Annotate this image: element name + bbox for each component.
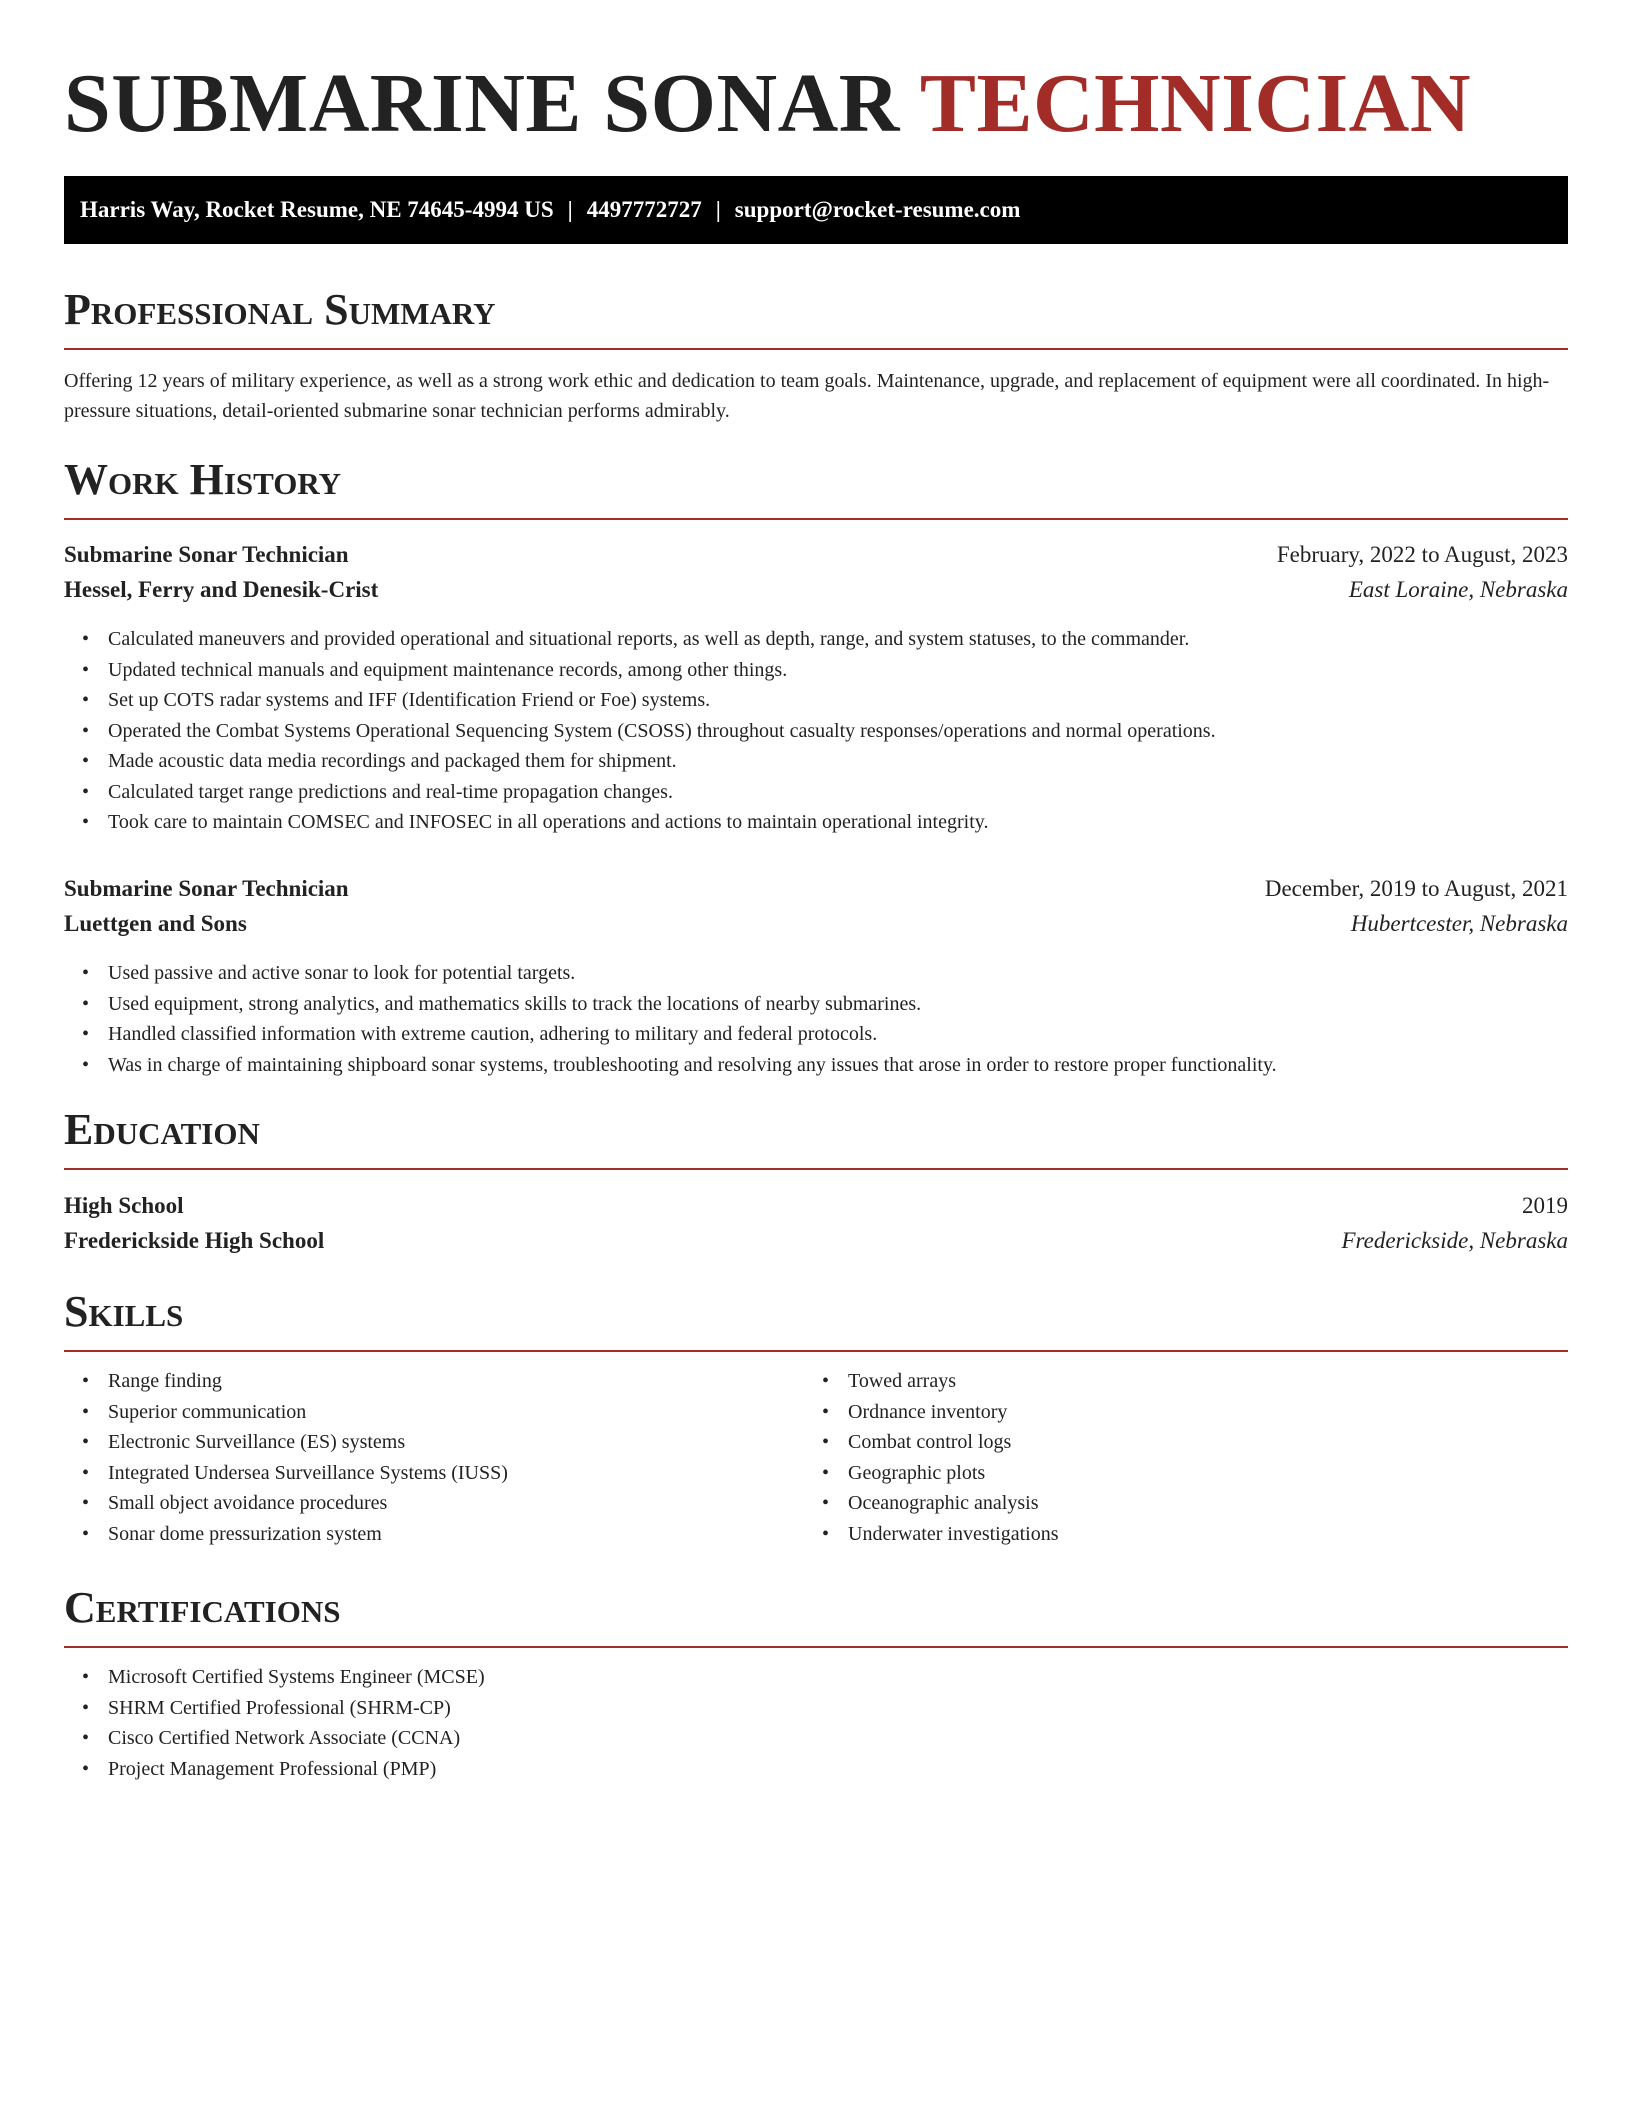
- list-item: • SHRM Certified Professional (SHRM-CP): [64, 1693, 485, 1724]
- list-item: • Used equipment, strong analytics, and mathematics skills to track the locations of nearby submarines.: [64, 989, 1277, 1020]
- job-title: Submarine Sonar Technician: [64, 876, 349, 901]
- list-item: • Ordnance inventory: [804, 1397, 1059, 1428]
- job-header: [64, 538, 1568, 572]
- list-item: • Calculated maneuvers and provided operational and situational reports, as well as depth, range, and system statuses, to the commander.: [64, 624, 1216, 655]
- list-item: • Towed arrays: [804, 1366, 1059, 1397]
- education-year: 2019: [1522, 1193, 1568, 1218]
- job-dates: December, 2019 to August, 2021: [1264, 876, 1568, 901]
- job-location: East Loraine, Nebraska: [1348, 577, 1568, 602]
- resume-title: [64, 56, 1471, 152]
- list-item: • Operated the Combat Systems Operational Sequencing System (CSOSS) throughout casualty responses/operations and normal operations.: [64, 716, 1216, 747]
- section-heading-summary: Professional Summary: [64, 282, 1568, 350]
- list-item: • Made acoustic data media recordings and packaged them for shipment.: [64, 746, 1216, 777]
- list-item: • Combat control logs: [804, 1427, 1059, 1458]
- list-item: • Was in charge of maintaining shipboard sonar systems, troubleshooting and resolving any issues that arose in order to restore proper functionality.: [64, 1050, 1277, 1081]
- education-location: Frederickside, Nebraska: [1341, 1228, 1568, 1253]
- certifications-list: [64, 1662, 485, 1784]
- job-header: [64, 872, 1568, 906]
- section-heading-certifications: Certifications: [64, 1580, 1568, 1648]
- title-part-2: TECHNICIAN: [919, 57, 1472, 150]
- contact-address: Harris Way, Rocket Resume, NE 74645-4994 US: [80, 197, 554, 222]
- list-item: • Oceanographic analysis: [804, 1488, 1059, 1519]
- job-dates: February, 2022 to August, 2023: [1276, 542, 1568, 567]
- list-item: • Calculated target range predictions and real-time propagation changes.: [64, 777, 1216, 808]
- job-title: Submarine Sonar Technician: [64, 542, 349, 567]
- job-duties-list: [64, 958, 1277, 1080]
- job-location: Hubertcester, Nebraska: [1350, 911, 1568, 936]
- section-heading-education: Education: [64, 1102, 1568, 1170]
- job-employer: [64, 573, 1568, 607]
- contact-bar: [64, 176, 1568, 244]
- contact-email: support@rocket-resume.com: [734, 197, 1021, 222]
- education-school: Frederickside High School: [64, 1228, 325, 1253]
- education-header: [64, 1189, 1568, 1223]
- contact-separator: |: [567, 197, 573, 222]
- job-duties-list: [64, 624, 1216, 838]
- list-item: • Range finding: [64, 1366, 508, 1397]
- contact-phone: 4497772727: [586, 197, 702, 222]
- education-degree: High School: [64, 1193, 184, 1218]
- list-item: • Cisco Certified Network Associate (CCNA): [64, 1723, 485, 1754]
- section-heading-skills: Skills: [64, 1284, 1568, 1352]
- list-item: • Superior communication: [64, 1397, 508, 1428]
- contact-separator: |: [715, 197, 721, 222]
- summary-text: Offering 12 years of military experience, as well as a strong work ethic and dedication to team goals. Maintenance, upgrade, and replacement of equipment were all coordinated. In high-pressure situations, detail-oriented submarine sonar technician performs admirably.: [64, 370, 1550, 422]
- job-company: Luettgen and Sons: [64, 911, 247, 936]
- skills-list-left: [64, 1366, 508, 1549]
- list-item: • Project Management Professional (PMP): [64, 1754, 485, 1785]
- list-item: • Microsoft Certified Systems Engineer (MCSE): [64, 1662, 485, 1693]
- title-part-1: SUBMARINE SONAR: [64, 57, 900, 150]
- section-heading-work-history: Work History: [64, 452, 1568, 520]
- job-company: Hessel, Ferry and Denesik-Crist: [64, 577, 379, 602]
- list-item: • Underwater investigations: [804, 1519, 1059, 1550]
- job-employer: [64, 907, 1568, 941]
- list-item: • Used passive and active sonar to look for potential targets.: [64, 958, 1277, 989]
- list-item: • Sonar dome pressurization system: [64, 1519, 508, 1550]
- list-item: • Electronic Surveillance (ES) systems: [64, 1427, 508, 1458]
- list-item: • Set up COTS radar systems and IFF (Identification Friend or Foe) systems.: [64, 685, 1216, 716]
- list-item: • Updated technical manuals and equipment maintenance records, among other things.: [64, 655, 1216, 686]
- list-item: • Integrated Undersea Surveillance Systems (IUSS): [64, 1458, 508, 1489]
- list-item: • Small object avoidance procedures: [64, 1488, 508, 1519]
- list-item: • Took care to maintain COMSEC and INFOSEC in all operations and actions to maintain operational integrity.: [64, 807, 1216, 838]
- list-item: • Geographic plots: [804, 1458, 1059, 1489]
- skills-list-right: [804, 1366, 1059, 1549]
- education-school-row: [64, 1224, 1568, 1258]
- list-item: • Handled classified information with extreme caution, adhering to military and federal protocols.: [64, 1019, 1277, 1050]
